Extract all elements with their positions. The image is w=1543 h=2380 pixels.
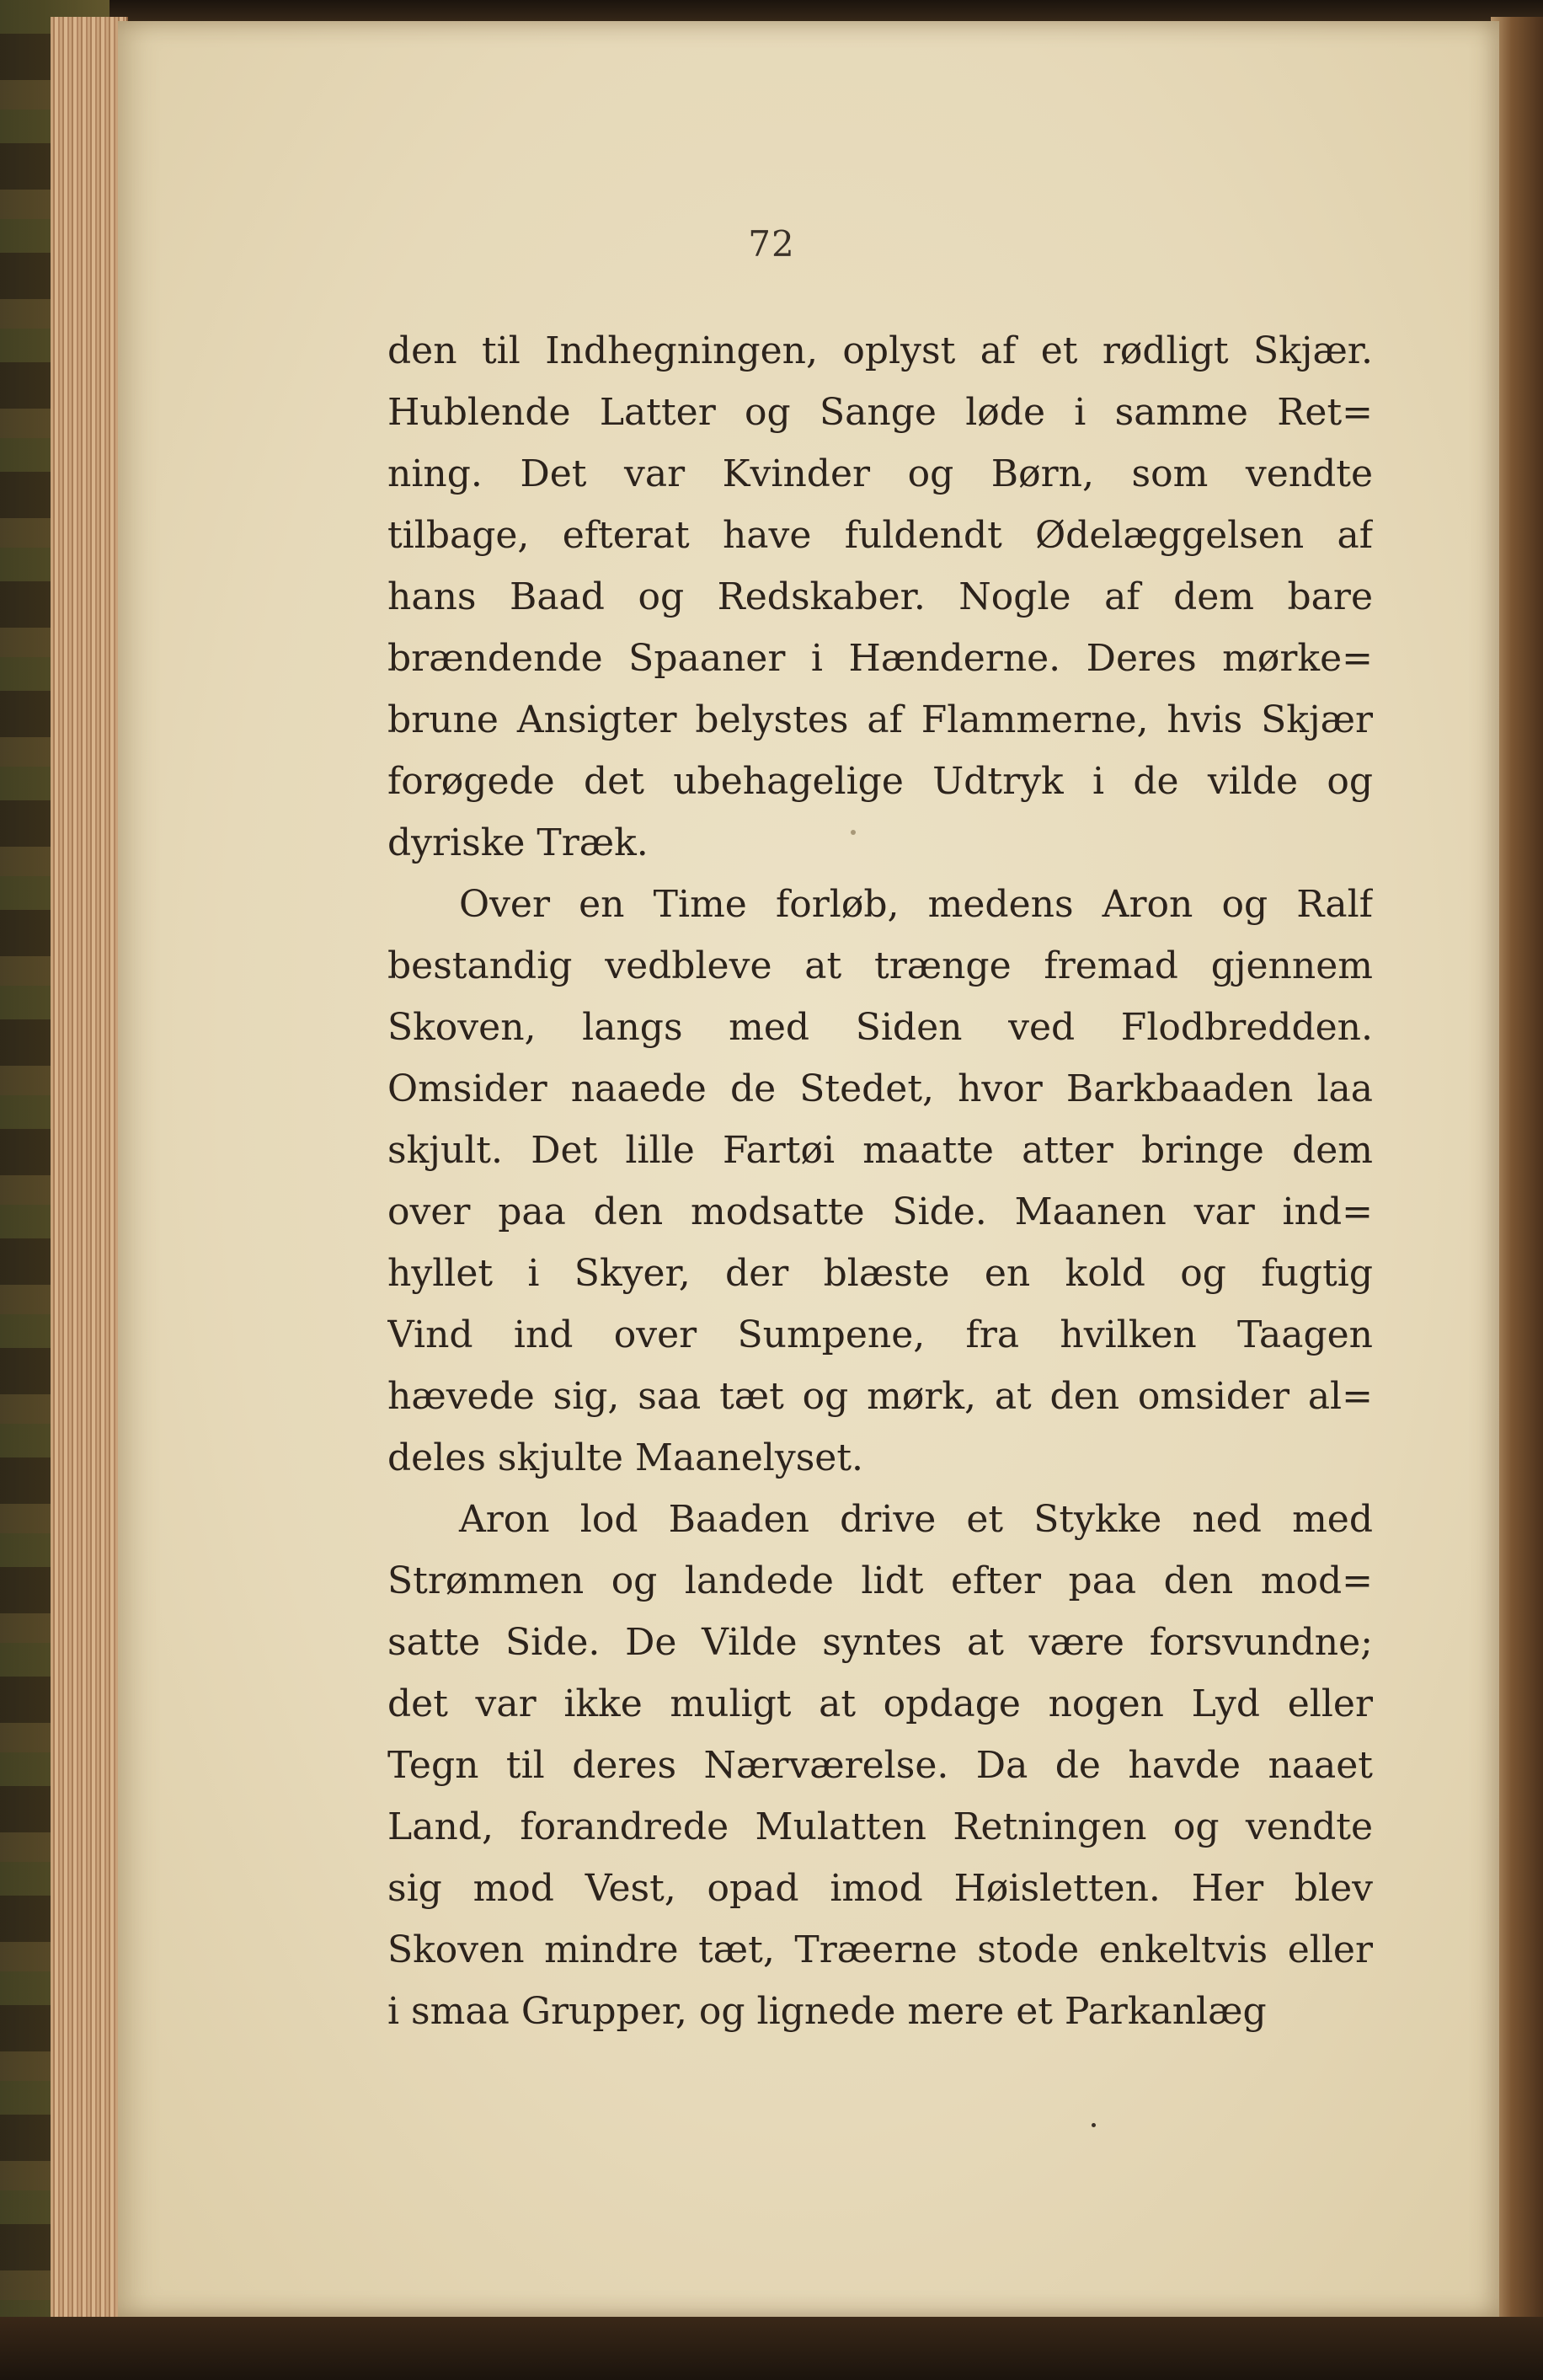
text-line: deles skjulte Maanelyset. xyxy=(387,1436,863,1479)
text-line: tilbage, efterat have fuldendt Ødelæggelsen af xyxy=(387,514,1373,557)
page-number: 72 xyxy=(748,223,795,265)
text-line: den til Indhegningen, oplyst af et rødligt Skjær. xyxy=(387,329,1373,372)
text-line: forøgede det ubehagelige Udtryk i de vilde og xyxy=(387,760,1373,803)
text-line: brune Ansigter belystes af Flammerne, hvis Skjær xyxy=(387,698,1373,741)
text-line: Hublende Latter og Sange løde i samme Ret= xyxy=(387,391,1373,434)
text-line: Land, forandrede Mulatten Retningen og vendte xyxy=(387,1805,1373,1848)
text-line: Skoven mindre tæt, Træerne stode enkeltvis eller xyxy=(387,1928,1373,1971)
text-line: Skoven, langs med Siden ved Flodbredden. xyxy=(387,1006,1373,1049)
text-line: det var ikke muligt at opdage nogen Lyd eller xyxy=(387,1682,1373,1725)
paper-speck xyxy=(1092,2123,1096,2127)
body-text xyxy=(387,320,1373,2042)
paragraph xyxy=(387,874,1373,1489)
text-line: over paa den modsatte Side. Maanen var ind= xyxy=(387,1190,1373,1233)
text-line: Tegn til deres Nærværelse. Da de havde naaet xyxy=(387,1744,1373,1787)
text-line: Aron lod Baaden drive et Stykke ned med xyxy=(459,1498,1373,1541)
text-line: hyllet i Skyer, der blæste en kold og fugtig xyxy=(387,1252,1373,1295)
text-line: satte Side. De Vilde syntes at være forsvundne; xyxy=(387,1621,1373,1664)
text-line: Omsider naaede de Stedet, hvor Barkbaaden laa xyxy=(387,1067,1373,1110)
page-stack-edges xyxy=(51,17,128,2325)
text-line: ning. Det var Kvinder og Børn, som vendte xyxy=(387,452,1373,495)
text-line: hævede sig, saa tæt og mørk, at den omsider al= xyxy=(387,1375,1373,1418)
text-line: Vind ind over Sumpene, fra hvilken Taagen xyxy=(387,1313,1373,1356)
text-line: hans Baad og Redskaber. Nogle af dem bare xyxy=(387,575,1373,618)
text-line: Strømmen og landede lidt efter paa den mod= xyxy=(387,1559,1373,1602)
text-line: Over en Time forløb, medens Aron og Ralf xyxy=(459,883,1373,926)
cover-bottom-edge xyxy=(0,2317,1543,2380)
text-line: bestandig vedbleve at trænge fremad gjennem xyxy=(387,944,1373,987)
text-line: sig mod Vest, opad imod Høisletten. Her blev xyxy=(387,1867,1373,1910)
text-line: i smaa Grupper, og lignede mere et Parkanlæg xyxy=(387,1990,1267,2033)
text-line: skjult. Det lille Fartøi maatte atter bringe dem xyxy=(387,1129,1373,1172)
text-line: brændende Spaaner i Hænderne. Deres mørke= xyxy=(387,637,1373,680)
text-line: dyriske Træk. xyxy=(387,821,649,864)
paragraph xyxy=(387,320,1373,874)
paragraph xyxy=(387,1489,1373,2042)
